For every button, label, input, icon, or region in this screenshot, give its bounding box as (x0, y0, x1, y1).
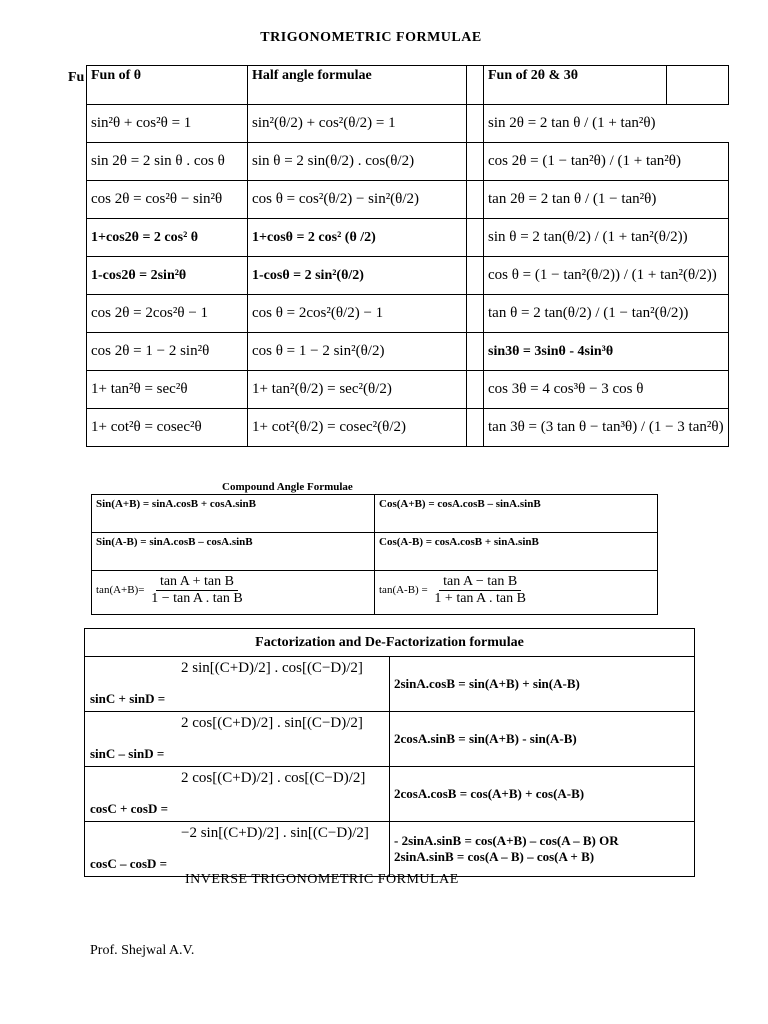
tan-sum-cell (92, 571, 375, 615)
formula-label: sinC – sinD = (90, 746, 165, 761)
compound-angle-title: Compound Angle Formulae (222, 481, 353, 493)
compound-angle-table (91, 494, 658, 615)
formula-cell: Cos(A+B) = cosA.cosB – sinA.sinB (375, 495, 658, 533)
formula-cell: cos θ = (1 − tan²(θ/2)) / (1 + tan²(θ/2)) (484, 257, 729, 295)
formula-cell: tan θ = 2 tan(θ/2) / (1 − tan²(θ/2)) (484, 295, 729, 333)
table-row (92, 495, 658, 533)
fraction-denominator: 1 + tan A . tan B (434, 591, 526, 606)
spacer-cell (467, 333, 484, 371)
formula-cell: sin 2θ = 2 sin θ . cos θ (87, 143, 248, 181)
table-row (85, 657, 695, 712)
formula-cell: 1+ cot²(θ/2) = cosec²(θ/2) (248, 409, 467, 447)
author-name: Prof. Shejwal A.V. (90, 943, 195, 958)
table-row (85, 822, 695, 877)
table-row (87, 219, 729, 257)
formula-line: - 2sinA.sinB = cos(A+B) – cos(A – B) OR (394, 833, 619, 848)
formula-cell: tan 3θ = (3 tan θ − tan³θ) / (1 − 3 tan²θ) (484, 409, 729, 447)
inverse-trig-heading: INVERSE TRIGONOMETRIC FORMULAE (185, 872, 459, 887)
formula-cell: sin θ = 2 sin(θ/2) . cos(θ/2) (248, 143, 467, 181)
table-row (87, 105, 729, 143)
formula-cell: cos θ = 2cos²(θ/2) − 1 (248, 295, 467, 333)
table-header-row (85, 629, 695, 657)
spacer-cell (467, 409, 484, 447)
formula-label: sinC + sinD = (90, 691, 166, 706)
fraction-numerator: tan A − tan B (439, 574, 521, 591)
formula-cell: tan 2θ = 2 tan θ / (1 − tan²θ) (484, 181, 729, 219)
table-row (92, 533, 658, 571)
formula-cell (85, 767, 390, 822)
formula-cell (85, 712, 390, 767)
formula-cell: cos 3θ = 4 cos³θ − 3 cos θ (484, 371, 729, 409)
spacer-cell (467, 219, 484, 257)
factorization-title: Factorization and De-Factorization formulae (85, 629, 695, 657)
formula-expression: −2 sin[(C+D)/2] . sin[(C−D)/2] (181, 825, 369, 841)
factorization-table (84, 628, 695, 877)
table-row (87, 181, 729, 219)
tan-diff-cell (375, 571, 658, 615)
formula-table (86, 65, 729, 447)
formula-expression: 2 cos[(C+D)/2] . cos[(C−D)/2] (181, 770, 366, 786)
table-row (87, 143, 729, 181)
spacer-cell (467, 257, 484, 295)
table-row (87, 409, 729, 447)
spacer-cell (467, 105, 484, 143)
formula-cell: sin²θ + cos²θ = 1 (87, 105, 248, 143)
formula-cell: 2sinA.cosB = sin(A+B) + sin(A-B) (390, 657, 695, 712)
formula-cell: cos 2θ = 1 − 2 sin²θ (87, 333, 248, 371)
page-title: TRIGONOMETRIC FORMULAE (260, 30, 482, 45)
formula-cell: Sin(A+B) = sinA.cosB + cosA.sinB (92, 495, 375, 533)
header-fun-2theta-3theta: Fun of 2θ & 3θ (484, 66, 667, 105)
table-row (87, 371, 729, 409)
formula-cell (85, 822, 390, 877)
formula-cell: 1+ tan²(θ/2) = sec²(θ/2) (248, 371, 467, 409)
formula-cell: cos θ = cos²(θ/2) − sin²(θ/2) (248, 181, 467, 219)
spacer-cell (467, 181, 484, 219)
formula-cell: cos 2θ = (1 − tan²θ) / (1 + tan²θ) (484, 143, 729, 181)
formula-cell (85, 657, 390, 712)
header-half-angle: Half angle formulae (248, 66, 467, 105)
spacer-cell (666, 66, 728, 105)
fraction-numerator: tan A + tan B (156, 574, 238, 591)
formula-cell: sin 2θ = 2 tan θ / (1 + tan²θ) (484, 105, 729, 143)
header-fun-theta: Fun of θ (87, 66, 248, 105)
table-row (85, 767, 695, 822)
formula-cell: 2cosA.cosB = cos(A+B) + cos(A-B) (390, 767, 695, 822)
formula-cell: 2cosA.sinB = sin(A+B) - sin(A-B) (390, 712, 695, 767)
formula-cell (390, 822, 695, 877)
formula-cell: cos 2θ = cos²θ − sin²θ (87, 181, 248, 219)
table-row (87, 333, 729, 371)
formula-cell: sin θ = 2 tan(θ/2) / (1 + tan²(θ/2)) (484, 219, 729, 257)
formula-cell: 1+cos2θ = 2 cos² θ (87, 219, 248, 257)
tan-diff-fraction (430, 574, 530, 607)
table-row (92, 571, 658, 615)
table-header-row (87, 66, 729, 105)
spacer-cell (467, 66, 484, 105)
formula-cell: sin3θ = 3sinθ - 4sin³θ (484, 333, 729, 371)
formula-label: cosC – cosD = (90, 856, 168, 871)
tan-diff-label: tan(A-B) = (379, 584, 428, 597)
cut-off-text: Fu (68, 70, 85, 85)
tan-sum-label: tan(A+B)= (96, 584, 145, 597)
formula-cell: Cos(A-B) = cosA.cosB + sinA.sinB (375, 533, 658, 571)
formula-cell: Sin(A-B) = sinA.cosB – cosA.sinB (92, 533, 375, 571)
formula-expression: 2 cos[(C+D)/2] . sin[(C−D)/2] (181, 715, 363, 731)
spacer-cell (467, 295, 484, 333)
table-row (87, 295, 729, 333)
formula-cell: cos θ = 1 − 2 sin²(θ/2) (248, 333, 467, 371)
formula-expression: 2 sin[(C+D)/2] . cos[(C−D)/2] (181, 660, 363, 676)
formula-cell: 1+cosθ = 2 cos² (θ /2) (248, 219, 467, 257)
formula-cell: 1-cosθ = 2 sin²(θ/2) (248, 257, 467, 295)
formula-cell: 1+ tan²θ = sec²θ (87, 371, 248, 409)
formula-cell: cos 2θ = 2cos²θ − 1 (87, 295, 248, 333)
formula-label: cosC + cosD = (90, 801, 168, 816)
formula-cell: 1+ cot²θ = cosec²θ (87, 409, 248, 447)
table-row (87, 257, 729, 295)
fraction-denominator: 1 − tan A . tan B (151, 591, 243, 606)
formula-cell: sin²(θ/2) + cos²(θ/2) = 1 (248, 105, 467, 143)
spacer-cell (467, 371, 484, 409)
formula-cell: 1-cos2θ = 2sin²θ (87, 257, 248, 295)
formula-line: 2sinA.sinB = cos(A – B) – cos(A + B) (394, 849, 595, 864)
spacer-cell (467, 143, 484, 181)
table-row (85, 712, 695, 767)
tan-sum-fraction (147, 574, 247, 607)
